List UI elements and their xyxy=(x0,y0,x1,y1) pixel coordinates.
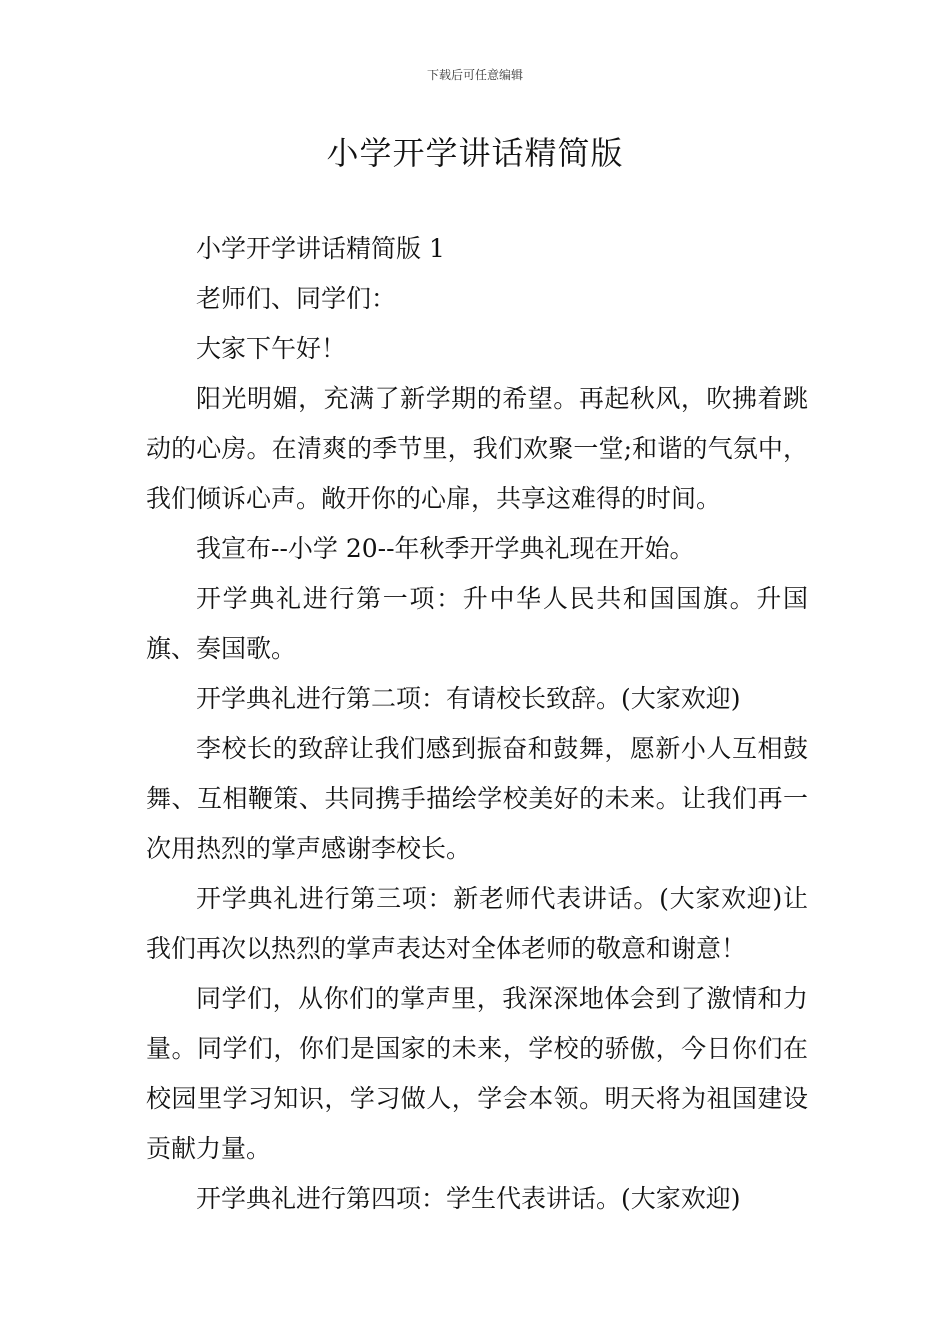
paragraph-opening: 阳光明媚，充满了新学期的希望。再起秋风，吹拂着跳动的心房。在清爽的季节里，我们欢聚一堂;和谐的气氛中，我们倾诉心声。敞开你的心扉，共享这难得的时间。 xyxy=(146,384,808,513)
paragraph-item-two: 开学典礼进行第二项：有请校长致辞。(大家欢迎) xyxy=(196,684,741,713)
paragraph-announcement: 我宣布--小学 20--年秋季开学典礼现在开始。 xyxy=(196,534,695,563)
paragraph-principal-thanks: 李校长的致辞让我们感到振奋和鼓舞，愿新小人互相鼓舞、互相鞭策、共同携手描绘学校美好的未来。让我们再一次用热烈的掌声感谢李校长。 xyxy=(146,734,808,863)
paragraph-subtitle: 小学开学讲话精简版 1 xyxy=(196,234,445,263)
page-header-note: 下载后可任意编辑 xyxy=(426,68,523,82)
document-body xyxy=(146,224,808,1224)
document-title: 小学开学讲话精简版 xyxy=(326,134,624,172)
paragraph-item-one: 开学典礼进行第一项：升中华人民共和国国旗。升国旗、奏国歌。 xyxy=(146,584,808,663)
paragraph-greeting: 大家下午好！ xyxy=(196,334,347,363)
paragraph-salutation: 老师们、同学们： xyxy=(196,284,397,313)
paragraph-item-three: 开学典礼进行第三项：新老师代表讲话。(大家欢迎)让我们再次以热烈的掌声表达对全体老师的敬意和谢意！ xyxy=(146,884,808,963)
paragraph-item-four: 开学典礼进行第四项：学生代表讲话。(大家欢迎) xyxy=(196,1184,741,1213)
paragraph-students: 同学们，从你们的掌声里，我深深地体会到了激情和力量。同学们，你们是国家的未来，学校的骄傲，今日你们在校园里学习知识，学习做人，学会本领。明天将为祖国建设贡献力量。 xyxy=(146,984,808,1163)
